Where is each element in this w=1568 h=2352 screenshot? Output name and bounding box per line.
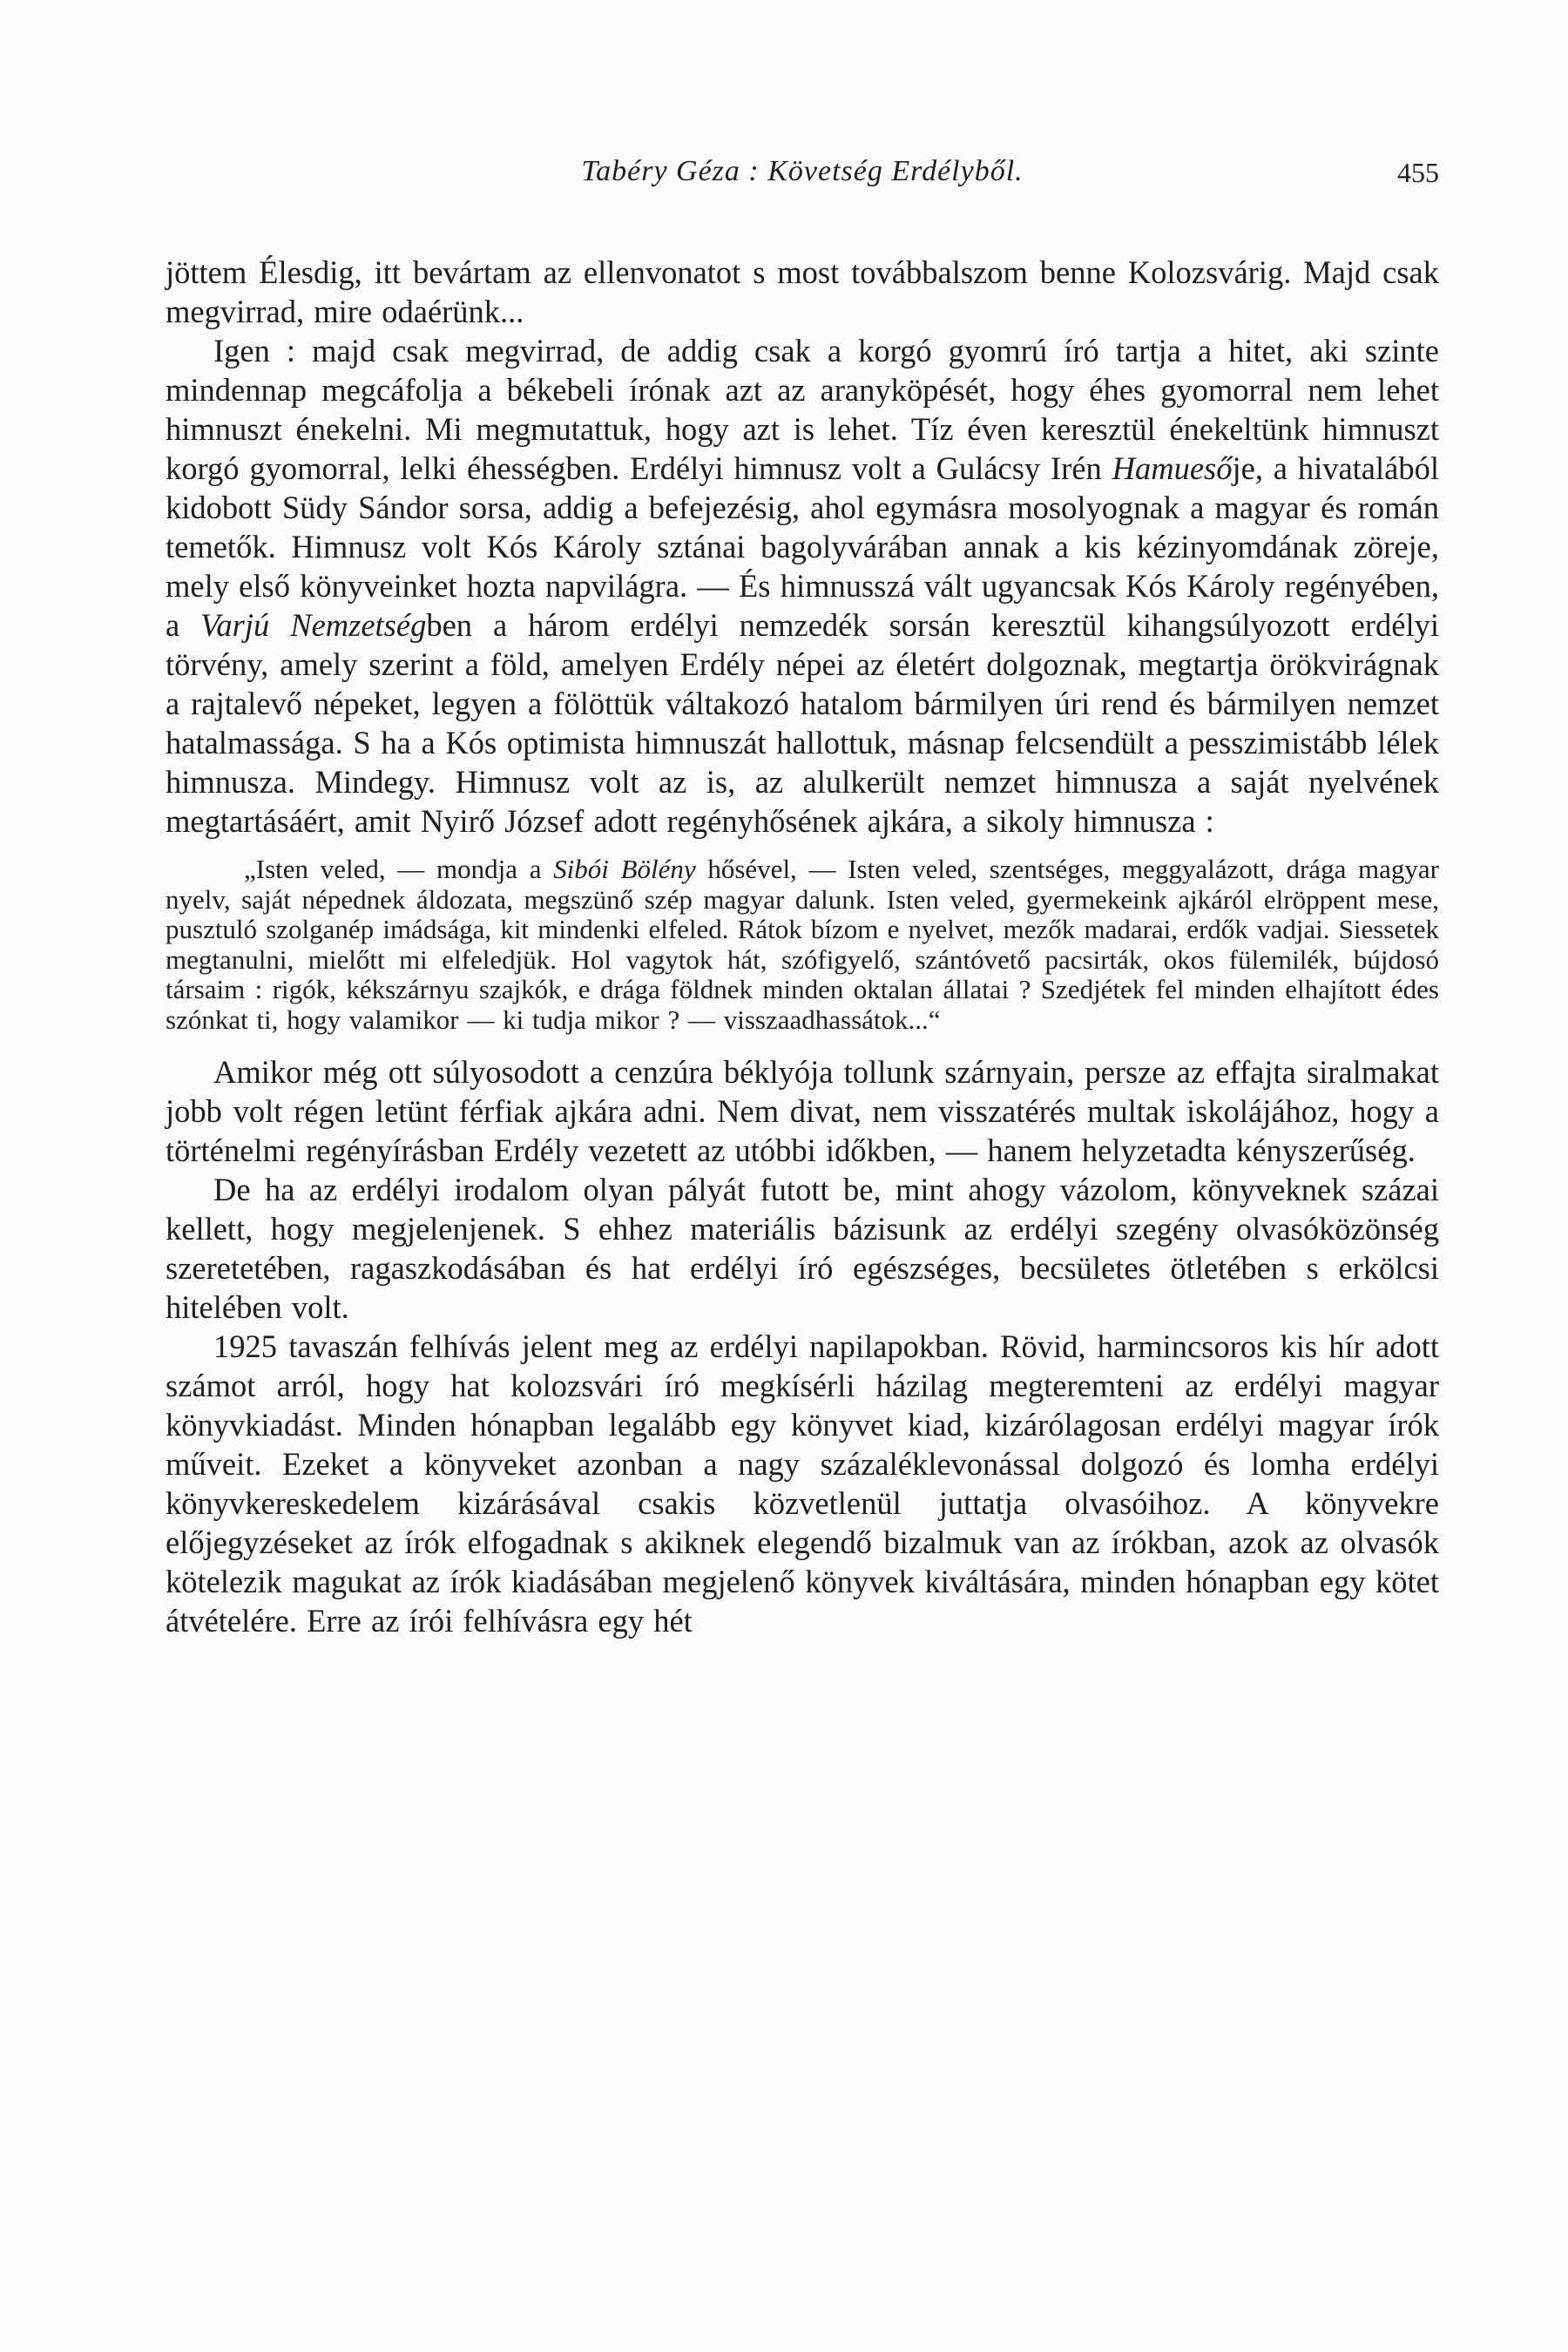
body-text <box>166 253 1439 1640</box>
paragraph-felhivas: 1925 tavaszán felhívás jelent meg az erdélyi napilapokban. Rövid, harmincsoros kis hír adott számot arról, hogy hat kolozsvári író megkísérli házilag megteremteni az erdélyi magyar könyvkiadást. Minden hónapban legalább egy könyvet kiad, kizárólagosan erdélyi magyar írók műveit. Ezeket a könyveket azonban a nagy százaléklevonással dolgozó és lomha erdélyi könyvkereskedelem kizárásával csakis közvetlenül juttatja olvasóihoz. A könyvekre előjegyzéseket az írók elfogadnak s akiknek elegendő bizalmuk van az írókban, azok az olvasók kötelezik magukat az írók kiadásában megjelenő könyvek kiváltására, minden hónapban egy kötet átvételére. Erre az írói felhívásra egy hét <box>166 1328 1439 1639</box>
quote-text-1: „Isten veled, — mondja a <box>244 854 554 884</box>
book-page <box>166 148 1439 2256</box>
running-title: Tabéry Géza : Követség Erdélyből. <box>581 155 1024 187</box>
paragraph-opening <box>166 253 1439 331</box>
paragraph-himnusz-text-1: Igen : majd csak megvirrad, de addig csak a korgó gyomrú író tartja a hitet, aki szinte mindennap megcáfolja a békebeli írónak azt az aranyköpését, hogy éhes gyomorral nem lehet himnuszt énekelni. Mi megmutattuk, hogy azt is lehet. Tíz éven keresztül énekeltünk himnuszt korgó gyomorral, lelki éhességben. Erdélyi himnusz volt a Gulácsy Irén <box>166 333 1439 486</box>
page-number: 455 <box>1397 157 1439 188</box>
block-quote <box>166 855 1439 1035</box>
quote-text-2: hősével, — Isten veled, szentséges, meggyalázott, drága magyar nyelv, saját népednek áldozata, megszünő szép magyar dalunk. Isten veled, gyermekeink ajkáról elröppent mese, pusztuló szolganép imádsága, kit mindenki elfeled. Rátok bízom e nyelvet, mezők madarai, erdők vadjai. Siessetek megtanulni, mielőtt mi elfeledjük. Hol vagytok hát, szófigyelő, szántóvető pacsirták, okos fülemilék, bújdosó társaim : rigók, kékszárnyu szajkók, e drága földnek minden oktalan állatai ? Szedjétek fel minden elhajított édes szónkat ti, hogy valamikor — ki tudja mikor ? — visszaadhassátok...“ <box>166 854 1439 1035</box>
paragraph-himnusz-text-3: ben a három erdélyi nemzedék sorsán keresztül kihangsúlyozott erdélyi törvény, amely szerint a föld, amelyen Erdély népei az életért dolgoznak, megtartja örökvirágnak a rajtalevő népeket, legyen a fölöttük váltakozó hatalom bármilyen úri rend és bármilyen nemzet hatalmassága. S ha a Kós optimista himnuszát hallottuk, másnap felcsendült a pesszimistább lélek himnusza. Mindegy. Himnusz volt az is, az alulkerült nemzet himnusza a saját nyelvének megtartásáért, amit Nyirő József adott regényhősének ajkára, a sikoly himnusza : <box>166 607 1439 839</box>
running-head <box>166 148 1439 200</box>
paragraph-himnusz <box>166 331 1439 841</box>
paragraph-himnusz-text-2: je, a hivatalából kidobott Südy Sándor sorsa, addig a befejezésig, ahol egymásra mosolyognak a magyar és román temetők. Himnusz volt Kós Károly sztánai bagolyvárában annak a kis kézinyomdának zöreje, mely első könyveinket hozta napvilágra. — És himnusszá vált ugyancsak Kós Károly regényében, a <box>166 450 1439 643</box>
paragraph-irodalom: De ha az erdélyi irodalom olyan pályát futott be, mint ahogy vázolom, könyveknek százai kellett, hogy megjelenjenek. S ehhez materiális bázisunk az erdélyi szegény olvasóközönség szeretetében, ragaszkodásában és hat erdélyi író egészséges, becsületes ötletében s erkölcsi hitelében volt. <box>166 1172 1439 1325</box>
book-title-hamueso: Hamueső <box>1112 450 1233 486</box>
paragraph-opening-text: jöttem Élesdig, itt bevártam az ellenvonatot s most továbbalszom benne Kolozsvárig. Majd csak megvirrad, mire odaérünk... <box>166 254 1439 329</box>
quote-paragraph <box>166 855 1439 1035</box>
paragraph-cenzura: Amikor még ott súlyosodott a cenzúra béklyója tollunk szárnyain, persze az effajta siralmakat jobb volt régen letünt férfiak ajkára adni. Nem divat, nem visszatérés multak iskolájához, hogy a történelmi regényírásban Erdély vezetett az utóbbi időkben, — hanem helyzetadta kényszerűség. <box>166 1054 1439 1168</box>
book-title-varju-nemzetseg: Varjú Nemzetség <box>200 607 427 643</box>
book-title-siboi-boleny: Sibói Bölény <box>553 854 696 884</box>
